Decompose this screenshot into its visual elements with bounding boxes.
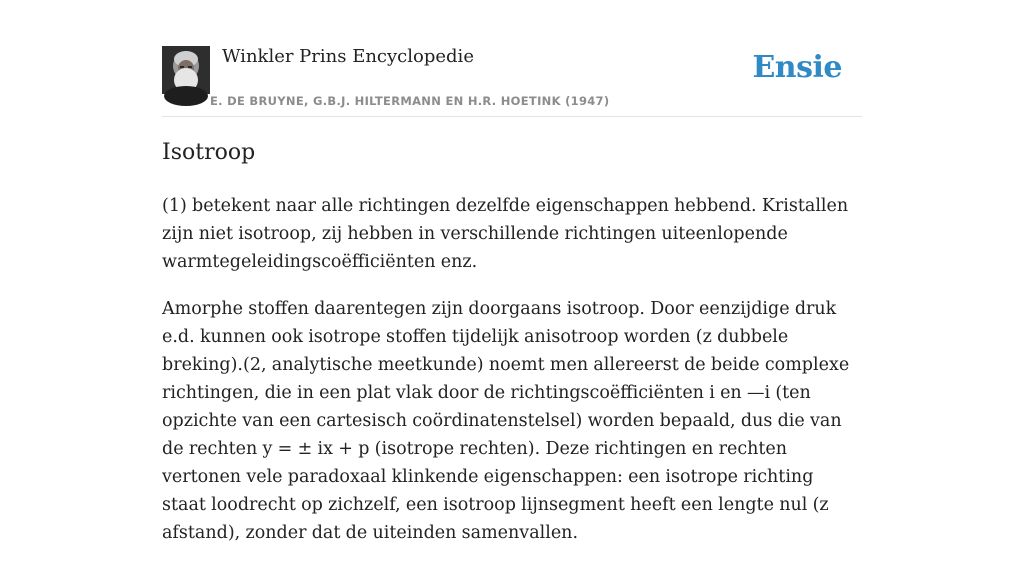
header (162, 0, 862, 117)
article-title: Isotroop (162, 140, 256, 165)
author-portrait-icon (162, 46, 210, 94)
article-body (162, 192, 862, 566)
article-paragraph: Amorphe stoffen daarentegen zijn doorgaans isotroop. Door eenzijdige druk e.d. kunnen ook isotrope stoffen tijdelijk anisotroop worden (z dubbele breking).(2, analytische meetkunde) noemt men allereerst de beide complexe richtingen, die in een plat vlak door de richtingscoëfficiënten i en —i (ten opzichte van een cartesisch coördinatenstelsel) worden bepaald, dus die van de rechten y = ± ix + p (isotrope rechten). Deze richtingen en rechten vertonen vele paradoxaal klinkende eigenschappen: een isotrope richting staat loodrecht op zichzelf, een isotroop lijnsegment heeft een lengte nul (z afstand), zonder dat de uiteinden samenvallen. (162, 299, 850, 543)
author-avatar[interactable] (162, 46, 210, 94)
encyclopedia-title[interactable]: Winkler Prins Encyclopedie (222, 46, 474, 67)
brand-logo[interactable]: Ensie (752, 50, 842, 85)
authors-line: E. DE BRUYNE, G.B.J. HILTERMANN EN H.R. HOETINK (1947) (210, 94, 610, 108)
article-paragraph: (1) betekent naar alle richtingen dezelfde eigenschappen hebbend. Kristallen zijn niet isotroop, zij hebben in verschillende richtingen uiteenlopende warmtegeleidingscoëfficiënten enz. (162, 196, 849, 272)
